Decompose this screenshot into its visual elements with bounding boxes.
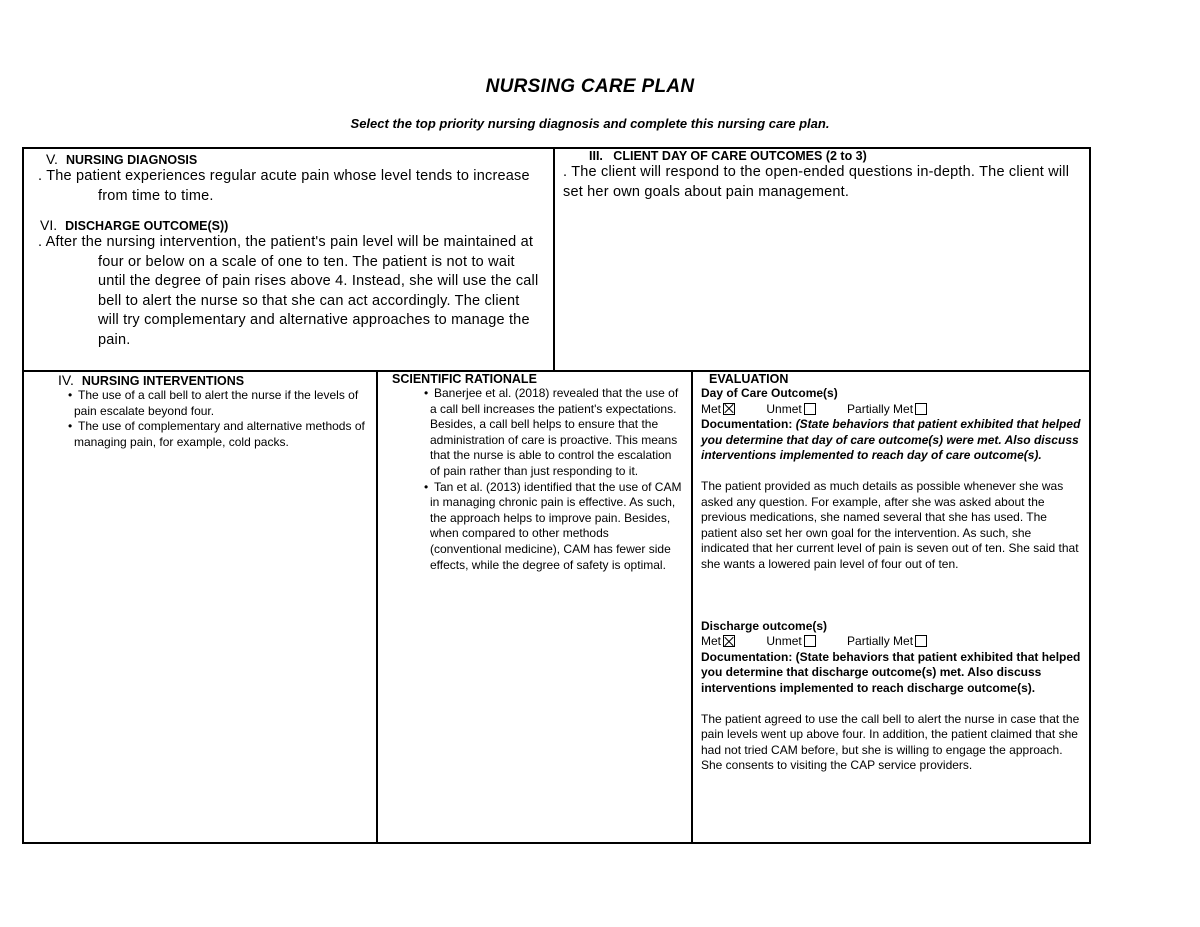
list-item: [414, 480, 683, 574]
diagnosis-cell: [24, 149, 552, 370]
day-documentation-text: The patient provided as much details as possible whenever she was asked any question. For example, after she was asked about the previous medications, she named several that she has used. The patient also set her own goal for the intervention. As such, she indicated that her current level of pain is seven out of ten. She said that she wants a lowered pain level of four out of ten.: [701, 478, 1079, 571]
met-checkbox[interactable]: [723, 635, 735, 647]
list-item-text: Tan et al. (2013) identified that the use of CAM in managing chronic pain is effective. As such, the approach helps to improve pain. Besides, when compared to other methods (conventional medicine), CAM has fewer side effects, while the degree of safety is optimal.: [430, 479, 682, 572]
rationale-list: [392, 386, 683, 573]
partially-met-label: Partially Met: [847, 401, 914, 416]
list-item: [58, 419, 370, 450]
section-title: NURSING DIAGNOSIS: [65, 153, 198, 167]
rationale-header: SCIENTIFIC RATIONALE: [392, 372, 537, 386]
diagnosis-text: . The patient experiences regular acute pain whose level tends to increase from time to time.: [38, 168, 530, 204]
partially-met-checkbox[interactable]: [915, 635, 927, 647]
documentation-prompt: (State behaviors that patient exhibited that helped you determine that day of care outcome(s) were met. Also discuss interventions implemented to reach day of care outcome(s).: [701, 417, 1081, 463]
met-checkbox[interactable]: [723, 403, 735, 415]
bullet-icon: •: [424, 479, 429, 494]
evaluation-header: EVALUATION: [709, 372, 789, 386]
day-of-care-header: III. CLIENT DAY OF CARE OUTCOMES (2 to 3): [589, 149, 867, 163]
bullet-icon: •: [68, 388, 73, 402]
bullet-icon: •: [424, 386, 429, 400]
rationale-cell: [378, 372, 691, 842]
interventions-list: [58, 388, 370, 450]
discharge-outcome-title: Discharge outcome(s): [701, 618, 828, 633]
evaluation-cell: [693, 372, 1088, 842]
discharge-outcomes-header: [40, 217, 542, 233]
unmet-label: Unmet: [766, 401, 802, 416]
met-label: Met: [701, 634, 722, 649]
document-subtitle: Select the top priority nursing diagnosis and complete this nursing care plan.: [350, 116, 830, 131]
discharge-documentation-prompt: Documentation: (State behaviors that patient exhibited that helped you determine that discharge outcome(s) met. Also discuss interventions implemented to reach discharge outcome(s).: [701, 649, 1081, 695]
day-documentation-prompt: [701, 417, 1082, 464]
section-title: NURSING INTERVENTIONS: [81, 374, 245, 388]
section-numeral: VI.: [40, 217, 58, 233]
day-outcome-status: [701, 402, 1082, 418]
interventions-cell: [24, 372, 376, 842]
unmet-checkbox[interactable]: [804, 635, 816, 647]
day-outcome-title: Day of Care Outcome(s): [701, 386, 838, 400]
day-of-care-cell: [555, 149, 1088, 370]
interventions-header: [58, 372, 370, 388]
partially-met-checkbox[interactable]: [915, 403, 927, 415]
discharge-documentation-text: The patient agreed to use the call bell to alert the nurse in case that the pain levels went up above four. In addition, the patient claimed that she had not tried CAM before, but she is willing to engage the approach. She consents to visiting the CAP service providers.: [701, 711, 1080, 773]
list-item: [414, 386, 683, 480]
discharge-outcomes-text: . After the nursing intervention, the patient's pain level will be maintained at four or below on a scale of one to ten. The patient is not to wait until the degree of pain rises above 4. Instead, she will use the call bell to alert the nurse so that she can act accordingly. The client will try complementary and alternative approaches to manage the pain.: [38, 234, 539, 348]
partially-met-label: Partially Met: [847, 634, 914, 649]
section-numeral: V.: [46, 151, 58, 167]
bullet-icon: •: [68, 419, 73, 434]
diagnosis-header: [46, 151, 542, 167]
unmet-checkbox[interactable]: [804, 403, 816, 415]
list-item-text: The use of complementary and alternative methods of managing pain, for example, cold packs.: [74, 419, 365, 449]
section-numeral: IV.: [58, 372, 74, 388]
document-title: NURSING CARE PLAN: [485, 76, 695, 97]
met-label: Met: [701, 401, 722, 416]
documentation-label: Documentation:: [701, 417, 793, 432]
list-item-text: Banerjee et al. (2018) revealed that the use of a call bell increases the patient's expectations. Besides, a call bell helps to ensure that the administration of care is proactive. This means that the nurse is able to control the escalation of pain rather than just responding to it.: [430, 386, 679, 478]
list-item: [58, 388, 370, 419]
unmet-label: Unmet: [766, 634, 802, 649]
discharge-outcome-status: [701, 634, 1082, 650]
list-item-text: The use of a call bell to alert the nurse if the levels of pain escalate beyond four.: [74, 388, 359, 418]
section-title: DISCHARGE OUTCOME(S)): [65, 219, 229, 233]
day-of-care-text: . The client will respond to the open-ended questions in-depth. The client will set her own goals about pain management.: [563, 164, 1070, 200]
